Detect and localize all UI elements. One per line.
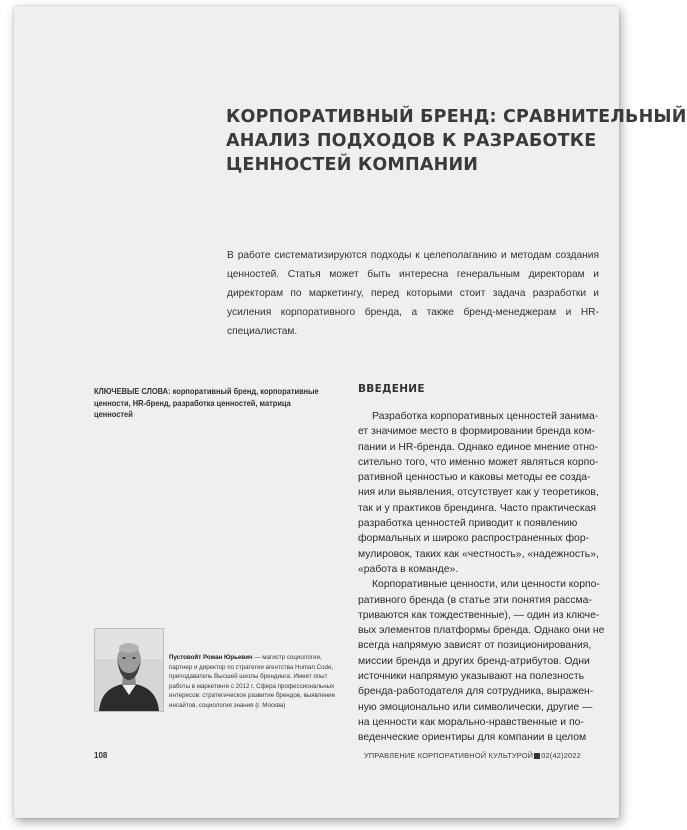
author-info <box>169 653 341 711</box>
article-title-line: КОРПОРАТИВНЫЙ БРЕНД: СРАВНИТЕЛЬНЫЙ <box>226 107 687 127</box>
journal-name: УПРАВЛЕНИЕ КОРПОРАТИВНОЙ КУЛЬТУРОЙ <box>363 751 534 760</box>
body-line: ния или выявления, отсутствует как у теоретиков, <box>358 487 599 499</box>
body-line: Корпоративные ценности, или ценности корпо- <box>372 579 600 591</box>
article-abstract: В работе систематизируются подходы к целеполаганию и методам создания ценностей. Статья может быть интересна генеральным директорам и директорам по маркетингу, перед которыми стоит задача разработки и усиления корпоративного бренда, а также бренд-менеджерам и HR-специалистам. <box>227 250 599 337</box>
article-title <box>226 105 687 177</box>
page-number: 108 <box>94 751 108 760</box>
body-line: на ценности как морально-нравственные и по- <box>358 716 584 728</box>
body-line: источники напрямую указывают на полезность <box>358 671 585 683</box>
square-separator-icon <box>534 753 540 759</box>
body-line: формальных и широко распространенных фор- <box>358 533 590 545</box>
body-line: разработка ценностей приводит к появлению <box>358 518 578 530</box>
journal-footer <box>364 751 581 760</box>
body-line: ную эмоционально или символически, другие — <box>358 701 593 713</box>
article-title-line: АНАЛИЗ ПОДХОДОВ К РАЗРАБОТКЕ <box>226 131 597 151</box>
body-line: мулировок, таких как «честность», «надежность», <box>358 548 599 560</box>
body-line: миссии бренда и других бренд-атрибутов. Одни <box>358 655 590 667</box>
body-line: сительно того, что именно может являться корпо- <box>358 456 599 468</box>
body-line: так и у практиков брендинга. Часто практическая <box>358 502 597 514</box>
body-line: пании и HR-бренда. Однако единое мнение отно- <box>358 441 599 453</box>
article-title-line: ЦЕННОСТЕЙ КОМПАНИИ <box>226 155 479 175</box>
journal-page <box>14 6 687 818</box>
author-name: Пустовойт Роман Юрьевич <box>169 654 253 661</box>
body-line: бренда-работодателя для сотрудника, выражен- <box>358 686 594 698</box>
body-line: вых элементов платформы бренда. Однако они не <box>358 625 605 637</box>
body-line: веденческие ориентиры для компании в целом <box>358 732 587 744</box>
body-line: Разработка корпоративных ценностей занима- <box>372 411 599 422</box>
keywords: КЛЮЧЕВЫЕ СЛОВА: корпоративный бренд, корпоративные ценности, HR-бренд, разработка ценностей, матрица ценностей <box>94 386 319 419</box>
journal-issue: 02(42)2022 <box>541 751 581 760</box>
author-bio: — магистр социологии, партнер и директор по стратегии агентства Human Code, преподаватель Высшей школы брендинга. Имеет опыт работы в маркетинге с 2012 г. Сфера профессиональных интересов: стратегическое развитие брендов, выявление инсайтов, социология знания (г. Москва) <box>169 654 336 709</box>
body-line: «работа в команде». <box>358 563 459 575</box>
body-line: ет значимое место в формировании бренда ком- <box>358 426 595 438</box>
body-line: триваются как тождественные), — один из ключе- <box>358 609 600 621</box>
section-heading-introduction: ВВЕДЕНИЕ <box>358 383 425 395</box>
author-photo <box>94 628 164 712</box>
body-line: ративного бренда (в статье эти понятия рассма- <box>358 594 592 606</box>
article-body <box>358 409 605 746</box>
body-line: всегда напрямую зависят от позиционирования, <box>358 640 592 652</box>
author-portrait-image <box>95 629 163 711</box>
body-line: ративной ценностью и каковы методы ее созда- <box>358 472 591 484</box>
